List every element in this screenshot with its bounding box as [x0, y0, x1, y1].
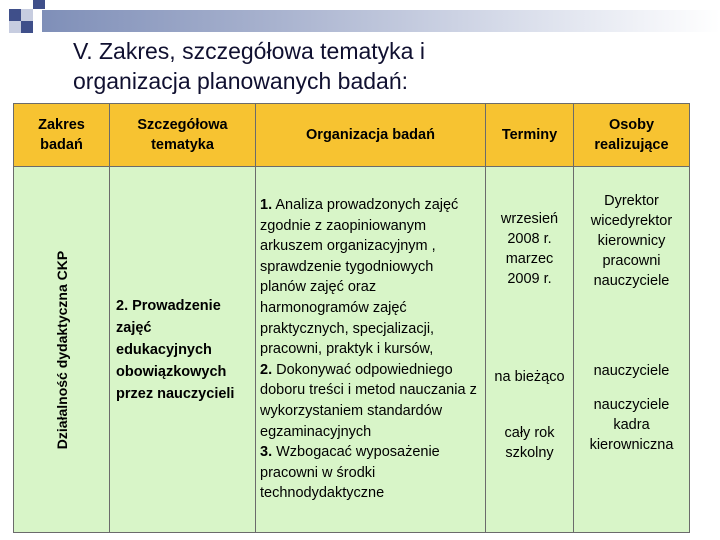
decor-square	[9, 9, 21, 21]
persons-cell	[574, 167, 690, 533]
terms-cell	[486, 167, 574, 533]
title-gradient-bar	[42, 10, 720, 32]
topic-cell	[110, 167, 256, 533]
organization-item-3: 3. Wzbogacać wyposażenie pracowni w środki technodydaktyczne	[260, 444, 440, 502]
decor-square	[21, 21, 33, 33]
page-title	[73, 36, 693, 96]
header-organization: Organizacja badań	[256, 104, 486, 167]
table-header-row	[14, 104, 690, 167]
person-2: nauczyciele	[593, 363, 670, 379]
term-3: cały rok szkolny	[504, 425, 555, 461]
header-scope: Zakres badań	[14, 104, 110, 167]
topic-text: 2. Prowadzenie zajęć edukacyjnych obowiązkowych przez nauczycieli	[116, 297, 235, 402]
decor-square	[33, 0, 45, 9]
title-line-2: organizacja planowanych badań:	[73, 68, 409, 94]
header-persons: Osoby realizujące	[574, 104, 690, 167]
decor-square	[21, 9, 33, 21]
organization-item-2: 2. Dokonywać odpowiedniego doboru treści i metod nauczania z wykorzystaniem standardów egzaminacyjnych	[260, 361, 477, 440]
title-line-1: V. Zakres, szczegółowa tematyka i	[73, 38, 425, 64]
decor-square	[9, 21, 21, 33]
person-3: nauczyciele kadra kierowniczna	[589, 397, 674, 453]
scope-cell	[14, 167, 110, 533]
header-terms: Terminy	[486, 104, 574, 167]
person-1: Dyrektor wicedyrektor kierownicy pracowni nauczyciele	[590, 193, 673, 289]
header-topic: Szczegółowa tematyka	[110, 104, 256, 167]
organization-cell	[256, 167, 486, 533]
term-1: wrzesień 2008 r. marzec 2009 r.	[500, 211, 559, 287]
organization-item-1: 1. Analiza prowadzonych zajęć zgodnie z zaopiniowanym arkuszem organizacyjnym , sprawdzenie tygodniowych planów zajęć oraz harmonogramów zajęć praktycznych, specjalizacji, pracowni, praktyk i kursów,	[260, 197, 459, 358]
table-row	[14, 167, 690, 533]
term-2: na bieżąco	[494, 369, 565, 385]
plan-table	[13, 103, 690, 533]
scope-text: Działalność dydaktyczna CKP	[53, 250, 70, 449]
